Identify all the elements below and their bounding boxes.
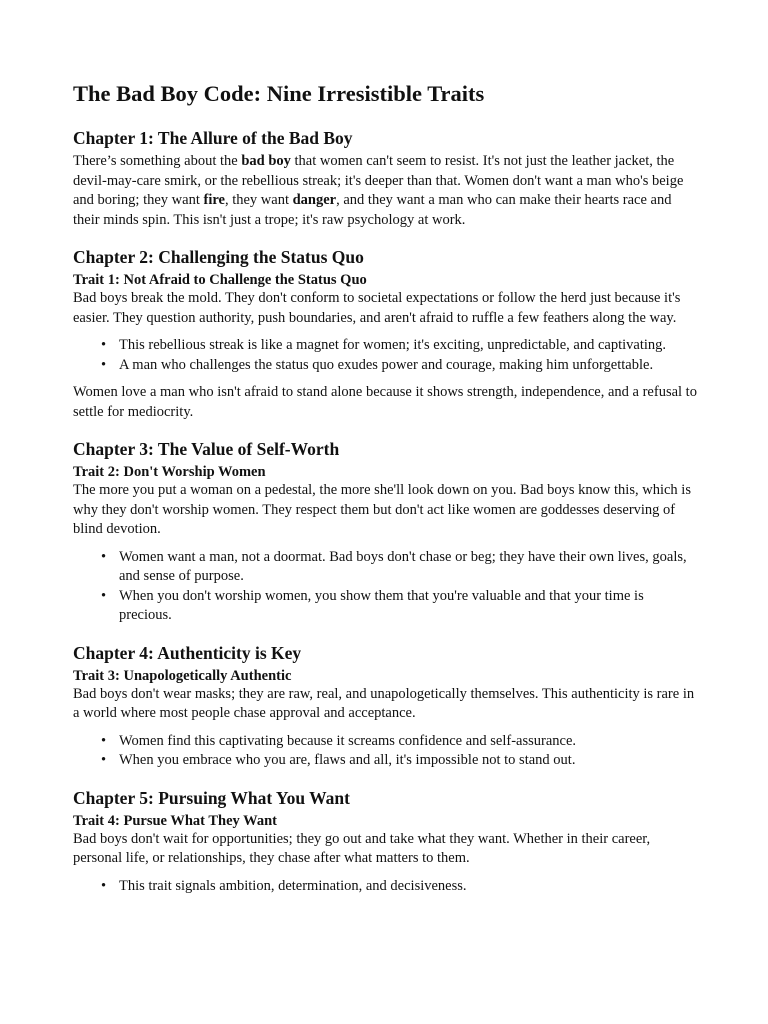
bullet-list	[73, 548, 698, 626]
chapter-heading: Chapter 5: Pursuing What You Want	[73, 787, 350, 808]
text-run: There’s something about the	[73, 153, 242, 169]
chapter-paragraph: Bad boys break the mold. They don't conform to societal expectations or follow the herd just because it's easier. They question authority, push boundaries, and aren't afraid to ruffle a few feathers along the way.	[73, 290, 681, 326]
list-item: • When you don't worship women, you show them that you're valuable and that your time is precious.	[119, 587, 698, 626]
list-item: • When you embrace who you are, flaws and all, it's impossible not to stand out.	[119, 751, 698, 771]
closing-paragraph: Women love a man who isn't afraid to stand alone because it shows strength, independence, and a refusal to settle for mediocrity.	[73, 384, 697, 420]
text-run: that women can't seem to resist. It's not just the leather jacket, the devil-may-care smirk, or the rebellious streak; it's deeper than that. Women don't want a man who's beige and boring; they want	[73, 153, 684, 208]
chapter-paragraph: The more you put a woman on a pedestal, the more she'll look down on you. Bad boys know this, which is why they don't worship women. They respect them but don't act like women are goddesses deserving of blind devotion.	[73, 482, 691, 537]
bold-text: fire	[203, 192, 225, 208]
list-item: • Women find this captivating because it screams confidence and self-assurance.	[119, 732, 698, 752]
bullet-list	[73, 336, 698, 375]
chapter-5	[73, 786, 698, 897]
chapter-heading: Chapter 1: The Allure of the Bad Boy	[73, 128, 353, 148]
bold-text: bad boy	[241, 153, 291, 169]
bullet-list	[73, 732, 698, 771]
document-page	[73, 79, 698, 911]
chapter-paragraph: Bad boys don't wait for opportunities; they go out and take what they want. Whether in their career, personal life, or relationships, they chase after what matters to them.	[73, 830, 651, 866]
text-run: , they want	[224, 192, 293, 208]
chapter-2	[73, 245, 698, 422]
chapter-heading: Chapter 2: Challenging the Status Quo	[73, 247, 364, 267]
chapter-3	[73, 437, 698, 626]
bold-text: danger	[292, 192, 337, 208]
chapter-heading: Chapter 3: The Value of Self-Worth	[73, 439, 340, 459]
trait-heading: Trait 1: Not Afraid to Challenge the Status Quo	[73, 272, 367, 288]
chapter-paragraph: Bad boys don't wear masks; they are raw, real, and unapologetically themselves. This authenticity is rare in a world where most people chase approval and acceptance.	[73, 685, 695, 721]
bullet-list	[73, 877, 698, 897]
text-run: , and they want a man who can make their hearts race and their minds spin. This isn't just a trope; it's raw psychology at work.	[73, 192, 672, 228]
chapter-paragraph	[73, 152, 698, 230]
list-item: • This rebellious streak is like a magnet for women; it's exciting, unpredictable, and captivating.	[119, 336, 698, 356]
chapter-1	[73, 126, 698, 230]
list-item: • A man who challenges the status quo exudes power and courage, making him unforgettable.	[119, 356, 698, 376]
list-item: • Women want a man, not a doormat. Bad boys don't chase or beg; they have their own lives, goals, and sense of purpose.	[119, 548, 698, 587]
document-title: The Bad Boy Code: Nine Irresistible Traits	[73, 81, 485, 106]
list-item: • This trait signals ambition, determination, and decisiveness.	[119, 877, 698, 897]
trait-heading: Trait 3: Unapologetically Authentic	[73, 667, 292, 684]
chapter-heading: Chapter 4: Authenticity is Key	[73, 642, 302, 663]
chapter-4	[73, 641, 698, 771]
trait-heading: Trait 4: Pursue What They Want	[73, 812, 277, 829]
trait-heading: Trait 2: Don't Worship Women	[73, 464, 266, 480]
